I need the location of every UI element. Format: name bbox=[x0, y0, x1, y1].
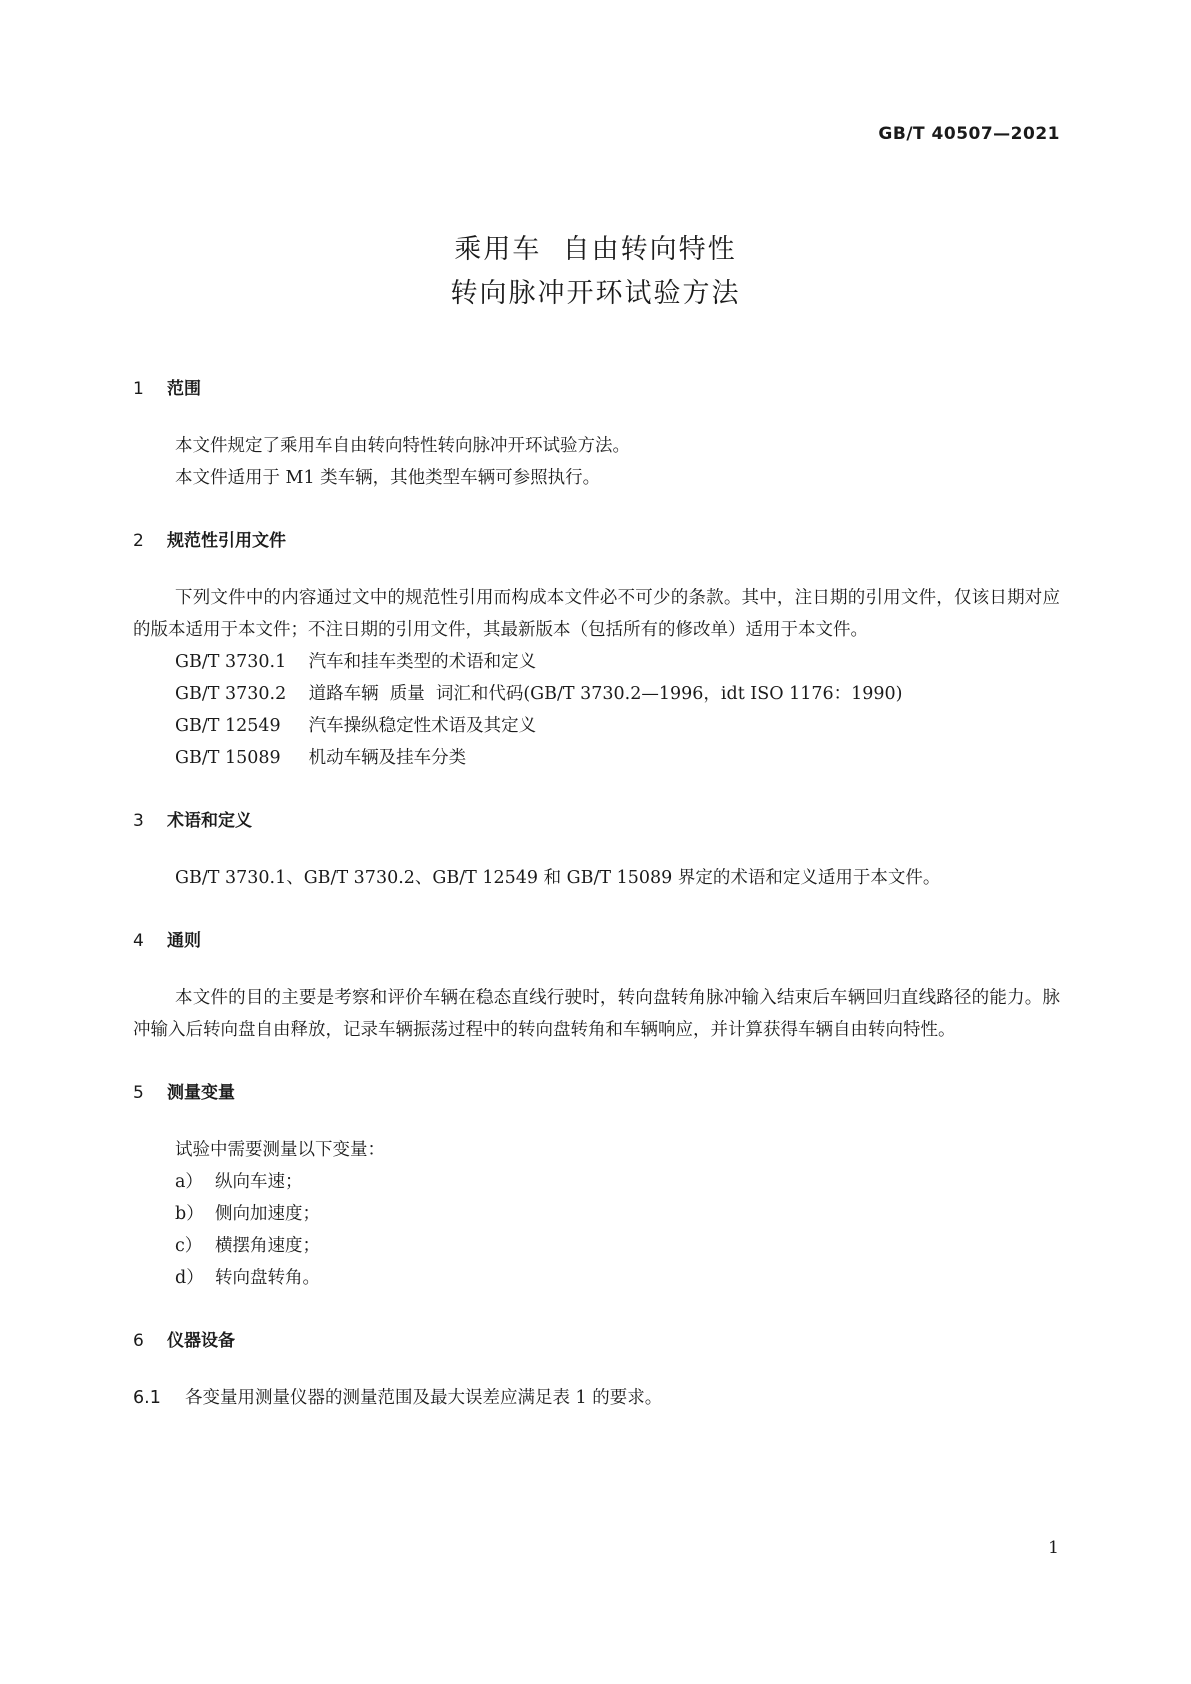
section-title: 测量变量 bbox=[167, 1083, 235, 1103]
section-3-heading bbox=[133, 808, 1060, 834]
title-line-2: 转向脉冲开环试验方法 bbox=[450, 278, 741, 309]
section-number: 6 bbox=[133, 1331, 144, 1351]
paragraph: 本文件的目的主要是考察和评价车辆在稳态直线行驶时，转向盘转角脉冲输入结束后车辆回归直线路径的能力。脉冲输入后转向盘自由释放，记录车辆振荡过程中的转向盘转角和车辆响应，并计算获得车辆自由转向特性。 bbox=[133, 988, 1060, 1040]
standard-number: GB/T 40507—2021 bbox=[878, 124, 1060, 144]
section-1-heading bbox=[133, 376, 1060, 402]
list-item bbox=[133, 1198, 1060, 1230]
title-line-1: 乘用车 自由转向特性 bbox=[454, 234, 737, 265]
section-title: 术语和定义 bbox=[167, 811, 252, 831]
section-number: 3 bbox=[133, 811, 144, 831]
reference-code: GB/T 3730.1 bbox=[175, 652, 287, 672]
reference-item bbox=[133, 646, 1060, 678]
paragraph: 试验中需要测量以下变量： bbox=[175, 1140, 385, 1160]
list-text: 转向盘转角。 bbox=[215, 1268, 320, 1288]
section-number: 4 bbox=[133, 931, 144, 951]
list-item bbox=[133, 1262, 1060, 1294]
list-marker: b） bbox=[175, 1204, 204, 1224]
section-title: 规范性引用文件 bbox=[167, 531, 286, 551]
page-number: 1 bbox=[1048, 1538, 1059, 1558]
clause-number: 6.1 bbox=[133, 1388, 161, 1408]
list-text: 侧向加速度； bbox=[215, 1204, 320, 1224]
reference-code: GB/T 3730.2 bbox=[175, 684, 287, 704]
reference-title: 汽车操纵稳定性术语及其定义 bbox=[308, 716, 537, 736]
list-marker: d） bbox=[175, 1268, 204, 1288]
clause-6-1 bbox=[133, 1382, 1060, 1414]
list-item bbox=[133, 1230, 1060, 1262]
paragraph: 本文件规定了乘用车自由转向特性转向脉冲开环试验方法。 bbox=[175, 436, 630, 456]
paragraph: 下列文件中的内容通过文中的规范性引用而构成本文件必不可少的条款。其中，注日期的引用文件，仅该日期对应的版本适用于本文件；不注日期的引用文件，其最新版本（包括所有的修改单）适用于本文件。 bbox=[133, 588, 1060, 640]
reference-title: 机动车辆及挂车分类 bbox=[308, 748, 467, 768]
section-number: 2 bbox=[133, 531, 144, 551]
paragraph: 本文件适用于 M1 类车辆，其他类型车辆可参照执行。 bbox=[175, 468, 601, 488]
section-6-heading bbox=[133, 1328, 1060, 1354]
reference-code: GB/T 12549 bbox=[175, 716, 281, 736]
section-5-heading bbox=[133, 1080, 1060, 1106]
section-title: 通则 bbox=[167, 931, 201, 951]
document-title bbox=[0, 228, 1191, 316]
reference-title: 汽车和挂车类型的术语和定义 bbox=[308, 652, 537, 672]
list-item bbox=[133, 1166, 1060, 1198]
section-title: 仪器设备 bbox=[167, 1331, 235, 1351]
reference-item bbox=[133, 742, 1060, 774]
reference-item bbox=[133, 710, 1060, 742]
section-4-heading bbox=[133, 928, 1060, 954]
reference-title: 道路车辆 质量 词汇和代码(GB/T 3730.2—1996，idt ISO 1176：1990) bbox=[308, 684, 903, 704]
reference-item bbox=[133, 678, 1060, 710]
list-text: 横摆角速度； bbox=[215, 1236, 320, 1256]
section-number: 1 bbox=[133, 379, 144, 399]
list-marker: a） bbox=[175, 1172, 203, 1192]
reference-code: GB/T 15089 bbox=[175, 748, 281, 768]
section-title: 范围 bbox=[167, 379, 201, 399]
list-text: 纵向车速； bbox=[215, 1172, 303, 1192]
section-2-heading bbox=[133, 528, 1060, 554]
clause-text: 各变量用测量仪器的测量范围及最大误差应满足表 1 的要求。 bbox=[185, 1388, 663, 1408]
list-marker: c） bbox=[175, 1236, 203, 1256]
document-body bbox=[133, 376, 1060, 1414]
section-number: 5 bbox=[133, 1083, 144, 1103]
paragraph: GB/T 3730.1、GB/T 3730.2、GB/T 12549 和 GB/T 15089 界定的术语和定义适用于本文件。 bbox=[175, 868, 941, 888]
